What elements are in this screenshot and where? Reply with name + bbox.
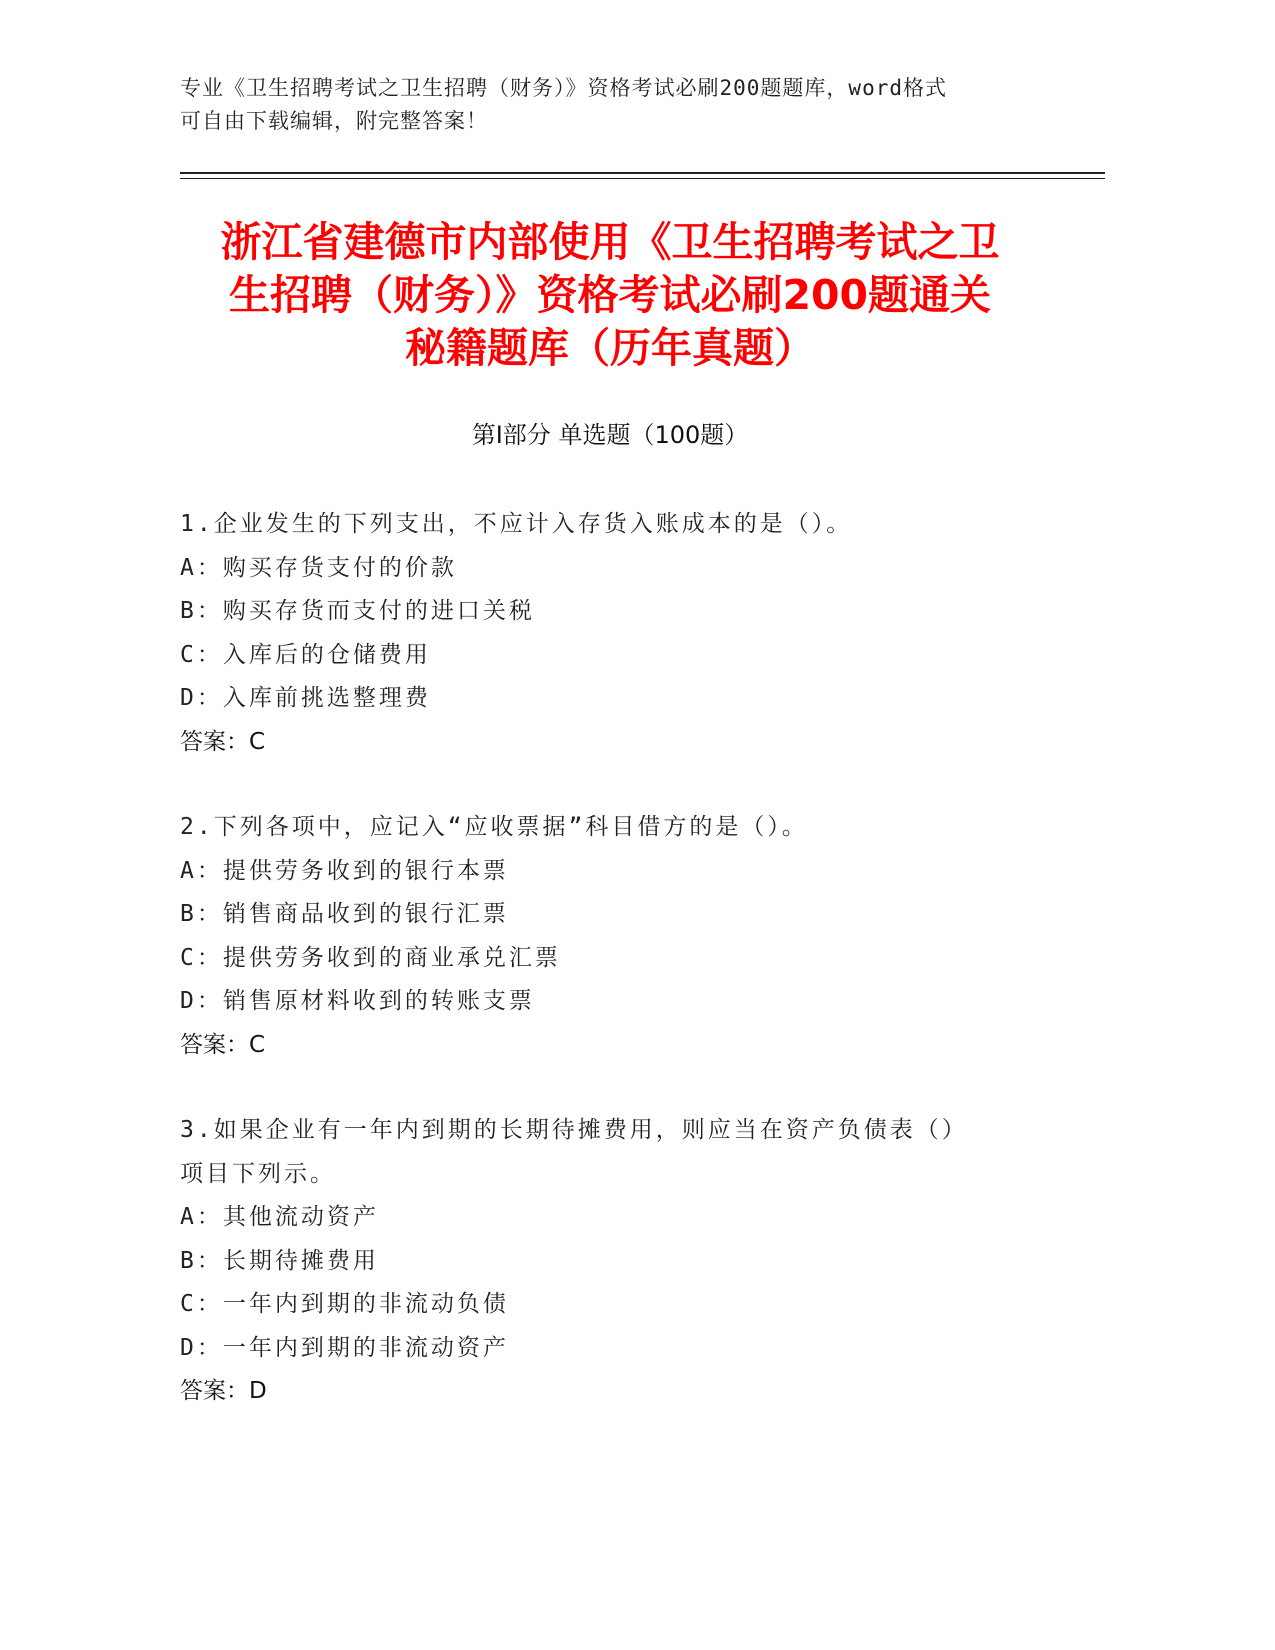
header-note-line1: 专业《卫生招聘考试之卫生招聘（财务）》资格考试必刷200题题库，word格式: [180, 76, 947, 100]
header-note: [180, 72, 1050, 138]
document-title-line3: 秘籍题库（历年真题）: [405, 324, 815, 372]
question-2: [180, 806, 1060, 1067]
option-a: A：其他流动资产: [180, 1204, 379, 1230]
header-divider-thin: [180, 178, 1105, 179]
option-d: D：销售原材料收到的转账支票: [180, 988, 535, 1014]
header-divider-thick: [180, 172, 1105, 174]
document-title: [180, 216, 1040, 375]
document-title-line1: 浙江省建德市内部使用《卫生招聘考试之卫: [220, 218, 1000, 266]
section-title: 第Ⅰ部分 单选题（100题）: [471, 421, 749, 449]
header-note-line2: 可自由下载编辑，附完整答案！: [180, 109, 488, 133]
answer: 答案：C: [180, 1031, 266, 1058]
question-stem: 1.企业发生的下列支出，不应计入存货入账成本的是（）。: [180, 511, 853, 537]
option-d: D：入库前挑选整理费: [180, 685, 431, 711]
option-a: A：提供劳务收到的银行本票: [180, 857, 509, 884]
document-title-line2: 生招聘（财务）》资格考试必刷200题通关: [228, 271, 992, 319]
option-c: C：一年内到期的非流动负债: [180, 1291, 509, 1317]
question-3: [180, 1109, 1060, 1414]
question-1: [180, 503, 1060, 764]
answer: 答案：D: [180, 1378, 267, 1404]
answer: 答案：C: [180, 728, 266, 755]
option-b: B：购买存货而支付的进口关税: [180, 598, 535, 624]
option-b: B：长期待摊费用: [180, 1247, 379, 1274]
question-list: [180, 503, 1060, 1456]
question-stem: 2.下列各项中，应记入“应收票据”科目借方的是（）。: [180, 814, 808, 840]
question-stem-continued: 项目下列示。: [180, 1160, 336, 1187]
option-c: C：入库后的仓储费用: [180, 641, 431, 668]
question-stem: 3.如果企业有一年内到期的长期待摊费用，则应当在资产负债表（）: [180, 1117, 968, 1143]
option-d: D：一年内到期的非流动资产: [180, 1334, 509, 1361]
option-c: C：提供劳务收到的商业承兑汇票: [180, 944, 561, 971]
option-b: B：销售商品收到的银行汇票: [180, 901, 509, 927]
option-a: A：购买存货支付的价款: [180, 554, 457, 581]
